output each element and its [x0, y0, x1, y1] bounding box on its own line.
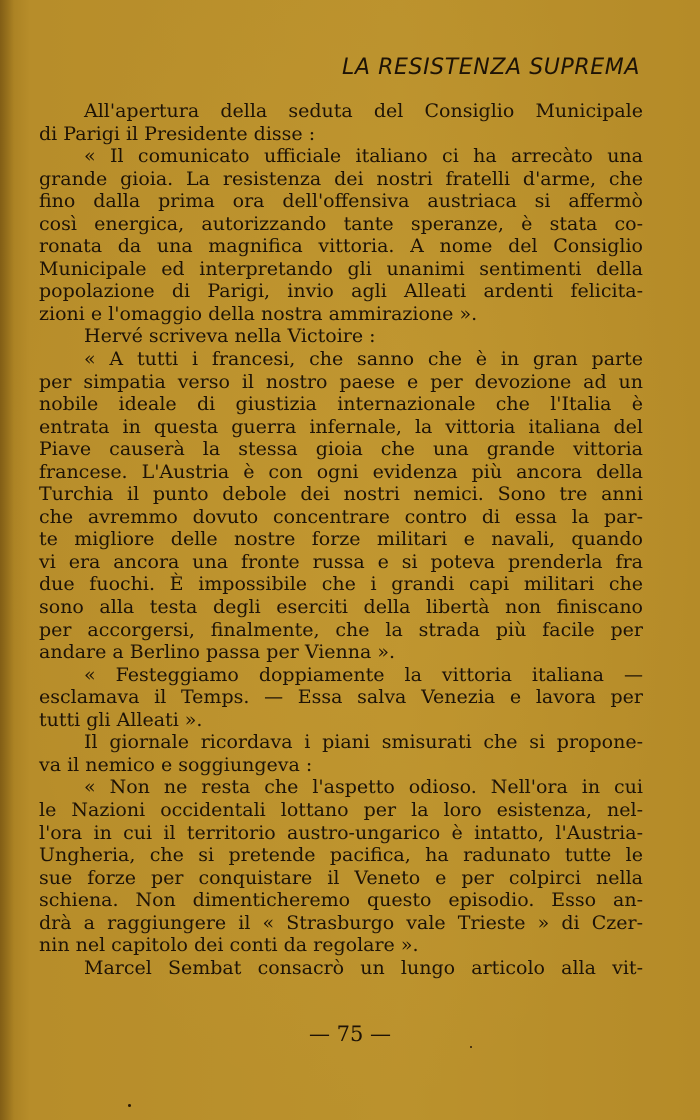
text-line: francese. L'Austria è con ogni evidenza più ancora della	[39, 460, 643, 483]
text-line: Municipale ed interpretando gli unanimi sentimenti della	[39, 257, 643, 280]
paper-speck	[470, 1046, 472, 1048]
text-line: di Parigi il Presidente disse :	[39, 122, 316, 145]
text-line: che avremmo dovuto concentrare contro di essa la par-	[39, 505, 643, 528]
text-line: zioni e l'omaggio della nostra ammirazione ».	[39, 302, 478, 325]
text-line: drà a raggiungere il « Strasburgo vale Trieste » di Czer-	[39, 911, 643, 934]
text-line: All'apertura della seduta del Consiglio Municipale	[84, 100, 643, 122]
page-number: — 75 —	[308, 1022, 392, 1046]
text-line: per simpatia verso il nostro paese e per devozione ad un	[39, 370, 643, 393]
text-line: grande gioia. La resistenza dei nostri fratelli d'arme, che	[39, 167, 643, 190]
text-line: Ungheria, che si pretende pacifica, ha radunato tutte le	[39, 844, 643, 867]
text-line: va il nemico e soggiungeva :	[39, 753, 313, 776]
paper-speck	[128, 1104, 131, 1107]
text-line: per accorgersi, finalmente, che la strada più facile per	[39, 618, 643, 641]
text-line: schiena. Non dimenticheremo questo episodio. Esso an-	[39, 889, 643, 912]
text-line: sue forze per conquistare il Veneto e per colpirci nella	[39, 866, 643, 889]
body-text	[39, 100, 643, 979]
text-line: esclamava il Temps. — Essa salva Venezia e lavora per	[39, 686, 643, 709]
text-line: « Non ne resta che l'aspetto odioso. Nell'ora in cui	[84, 776, 643, 799]
running-header-title: LA RESISTENZA SUPREMA	[342, 55, 640, 80]
text-line: « A tutti i francesi, che sanno che è in gran parte	[84, 348, 643, 371]
text-line: vi era ancora una fronte russa e si poteva prenderla fra	[39, 550, 643, 573]
text-line: Marcel Sembat consacrò un lungo articolo alla vit-	[84, 956, 643, 979]
text-line: l'ora in cui il territorio austro-ungarico è intatto, l'Austria-	[39, 821, 643, 844]
text-line: « Il comunicato ufficiale italiano ci ha arrecàto una	[84, 145, 643, 168]
text-line: tutti gli Alleati ».	[39, 708, 203, 731]
text-line: ronata da una magnifica vittoria. A nome del Consiglio	[39, 235, 643, 258]
text-line: fino dalla prima ora dell'offensiva austriaca si affermò	[39, 190, 643, 213]
text-line: Turchia il punto debole dei nostri nemici. Sono tre anni	[39, 483, 643, 506]
spine-shadow	[0, 0, 14, 1120]
text-line: popolazione di Parigi, invio agli Alleati ardenti felicita-	[39, 280, 643, 303]
text-line: nin nel capitolo dei conti da regolare ».	[39, 934, 419, 957]
text-line: nobile ideale di giustizia internazionale che l'Italia è	[39, 393, 643, 416]
text-line: « Festeggiamo doppiamente la vittoria italiana —	[84, 663, 643, 686]
text-line: Piave causerà la stessa gioia che una grande vittoria	[39, 438, 643, 461]
text-line: Il giornale ricordava i piani smisurati che si propone-	[84, 731, 643, 754]
text-line: te migliore delle nostre forze militari e navali, quando	[39, 528, 643, 551]
text-line: due fuochi. È impossibile che i grandi capi militari che	[39, 573, 643, 596]
text-line: Hervé scriveva nella Victoire :	[84, 325, 376, 348]
text-line: le Nazioni occidentali lottano per la loro esistenza, nel-	[39, 798, 643, 821]
text-line: andare a Berlino passa per Vienna ».	[39, 641, 396, 664]
text-line: sono alla testa degli eserciti della libertà non finiscano	[39, 596, 643, 619]
text-line: entrata in questa guerra infernale, la vittoria italiana del	[39, 415, 643, 438]
text-line: così energica, autorizzando tante speranze, è stata co-	[39, 212, 643, 235]
